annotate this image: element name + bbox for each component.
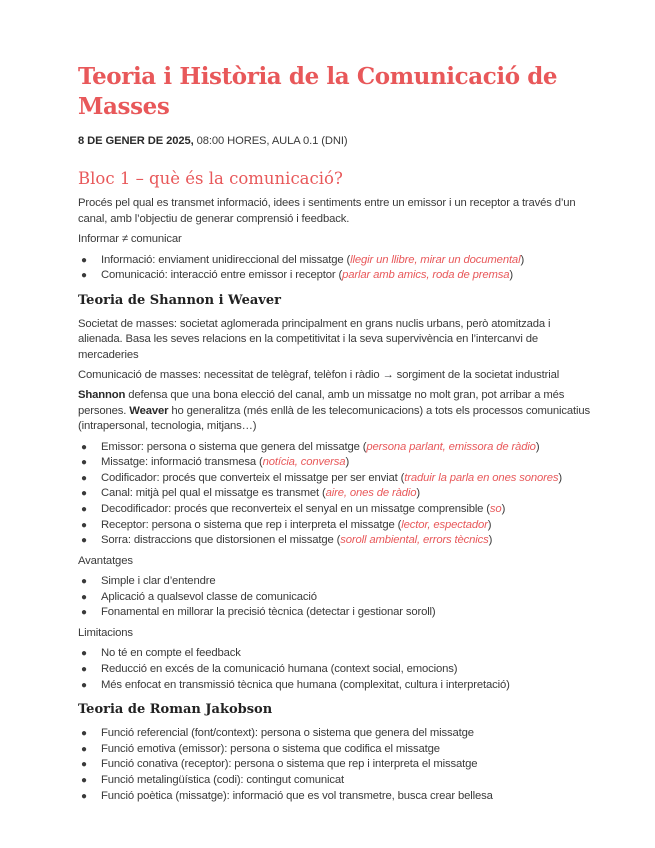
weaver-name: Weaver: [129, 404, 169, 417]
list-item: ● Funció referencial (font/context): persona o sistema que genera del missatge: [78, 726, 595, 742]
bullet-icon: ●: [81, 535, 87, 547]
list-item: ● Comunicació: interacció entre emissor i receptor (parlar amb amics, roda de premsa): [78, 268, 595, 284]
exam-date-bold: 8 DE GENER DE 2025,: [78, 135, 194, 147]
example-text: so: [489, 503, 502, 516]
bullet-icon: ●: [81, 270, 87, 282]
bullet-icon: ●: [81, 519, 87, 531]
bullet-icon: ●: [81, 664, 87, 675]
communication-definition: Procés pel qual es transmet informació, idees i sentiments entre un emissor i un receptor a través d’un canal, amb l’objectiu de generar comprensió i feedback.: [78, 197, 576, 225]
example-text: notícia, conversa: [262, 456, 346, 469]
list-item: ● Receptor: persona o sistema que rep i interpreta el missatge (lector, espectador): [78, 518, 595, 534]
list-item: ● Missatge: informació transmesa (notícia, conversa): [78, 455, 595, 471]
list-item: ● Decodificador: procés que reconverteix el senyal en un missatge comprensible (so): [78, 502, 595, 518]
limitations-label: Limitacions: [78, 627, 133, 639]
bullet-icon: ●: [81, 472, 87, 484]
example-text: lector, espectador: [401, 518, 488, 531]
inform-vs-communicate: Informar ≠ comunicar: [78, 233, 182, 246]
bullet-icon: ●: [81, 790, 87, 802]
document-title: Teoria i Història de la Comunicació de Masses: [78, 63, 558, 120]
bloc1-heading: Bloc 1 – què és la comunicació?: [78, 169, 343, 189]
example-text: aire, ones de ràdio: [325, 487, 417, 500]
list-item: ● Emissor: persona o sistema que genera del missatge (persona parlant, emissora de ràdio): [78, 440, 595, 456]
bullet-icon: ●: [81, 759, 87, 771]
list-item: ● Fonamental en millorar la precisió tècnica (detectar i gestionar soroll): [78, 605, 595, 621]
advantages-list: [78, 574, 595, 621]
list-item: ● No té en compte el feedback: [78, 646, 595, 662]
bullet-icon: ●: [81, 679, 87, 691]
list-item: ● Aplicació a qualsevol classe de comunicació: [78, 590, 595, 606]
exam-date: [78, 134, 595, 149]
bullet-icon: ●: [81, 254, 87, 266]
bullet-icon: ●: [81, 441, 87, 453]
mass-communication-paragraph: Comunicació de masses: necessitat de telègraf, telèfon i ràdio → sorgiment de la societat industrial: [78, 369, 560, 382]
bullet-icon: ●: [81, 743, 87, 755]
example-text: parlar amb amics, roda de premsa: [342, 269, 510, 282]
bullet-icon: ●: [81, 576, 87, 588]
list-item: ● Funció poètica (missatge): informació que es vol transmetre, busca crear bellesa: [78, 789, 595, 805]
bullet-icon: ●: [81, 504, 87, 516]
example-text: soroll ambiental, errors tècnics: [340, 534, 489, 547]
bullet-icon: ●: [81, 648, 87, 660]
limitations-list: [78, 646, 595, 693]
inform-list: [78, 253, 595, 284]
list-item: ● Funció emotiva (emissor): persona o sistema que codifica el missatge: [78, 742, 595, 758]
list-item: ● Reducció en excés de la comunicació humana (context social, emocions): [78, 662, 595, 678]
example-text: traduir la parla en ones sonores: [404, 471, 559, 484]
bullet-icon: ●: [81, 488, 87, 500]
shannon-name: Shannon: [78, 389, 126, 402]
bullet-icon: ●: [81, 728, 87, 740]
list-item: ● Simple i clar d’entendre: [78, 574, 595, 590]
jakobson-heading: Teoria de Roman Jakobson: [78, 702, 273, 718]
list-item: ● Canal: mitjà pel qual el missatge es transmet (aire, ones de ràdio): [78, 486, 595, 502]
list-item: ● Sorra: distraccions que distorsionen el missatge (soroll ambiental, errors tècnics): [78, 533, 595, 549]
list-item: ● Funció conativa (receptor): persona o sistema que rep i interpreta el missatge: [78, 757, 595, 773]
list-item: ● Més enfocat en transmissió tècnica que humana (complexitat, cultura i interpretació): [78, 678, 595, 694]
list-item: ● Codificador: procés que converteix el missatge per ser enviat (traduir la parla en ones sonores): [78, 471, 595, 487]
model-elements-list: [78, 440, 595, 549]
exam-date-rest: 08:00 HORES, AULA 0.1 (DNI): [193, 135, 348, 147]
advantages-label: Avantatges: [78, 554, 133, 567]
list-item: ● Funció metalingüística (codi): contingut comunicat: [78, 773, 595, 789]
example-text: persona parlant, emissora de ràdio: [366, 440, 536, 453]
shannon-heading: Teoria de Shannon i Weaver: [78, 292, 281, 308]
example-text: llegir un llibre, mirar un documental: [350, 253, 521, 266]
shannon-weaver-paragraph: Shannon defensa que una bona elecció del canal, amb un missatge no molt gran, pot arribar a més persones. Weaver ho generalitza (més enllà de les telecomunicacions) a tots els processos comunicatius (intrapersonal, tecnologia, mitjans…): [78, 389, 590, 433]
bullet-icon: ●: [81, 457, 87, 469]
list-item: ● Informació: enviament unidireccional del missatge (llegir un llibre, mirar un documental): [78, 253, 595, 269]
bullet-icon: ●: [81, 591, 87, 603]
jakobson-functions-list: [78, 726, 595, 804]
bullet-icon: ●: [81, 607, 87, 619]
mass-society-paragraph: Societat de masses: societat aglomerada principalment en grans nuclis urbans, però atomitzada i alienada. Basa les seves relacions en la competitivitat i la seva supervivència en l’intercanvi de mercaderies: [78, 317, 551, 361]
bullet-icon: ●: [81, 774, 87, 786]
